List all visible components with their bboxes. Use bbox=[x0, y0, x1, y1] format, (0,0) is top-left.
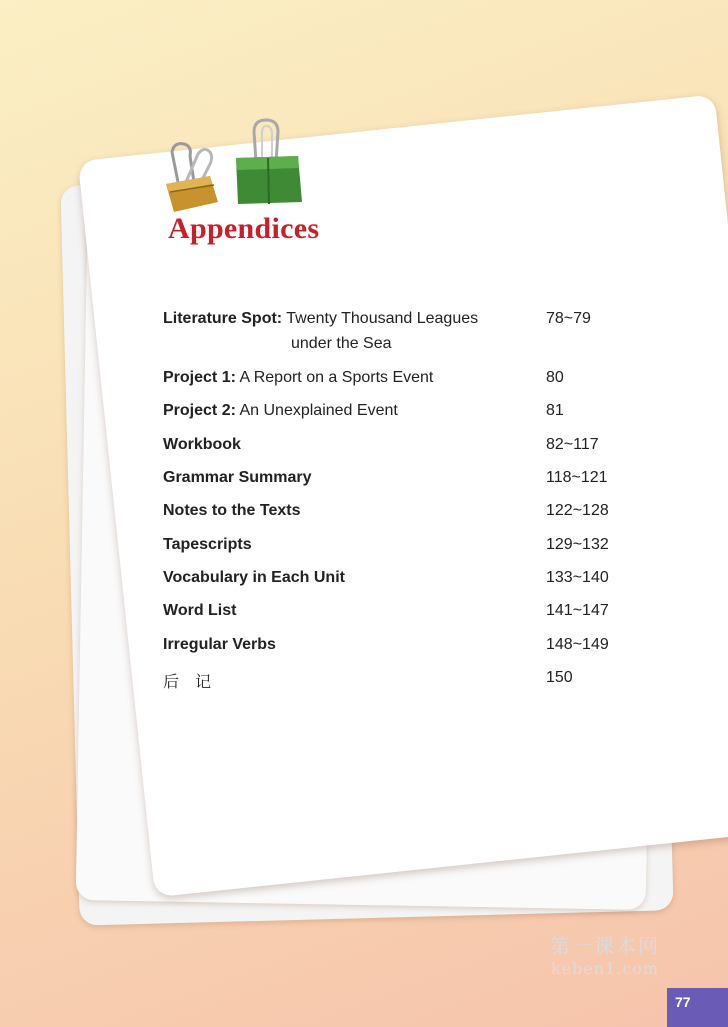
toc-entry-text: Twenty Thousand Leagues bbox=[286, 310, 479, 327]
page-title: Appendices bbox=[168, 212, 320, 245]
toc-entry-pages: 129~132 bbox=[546, 536, 609, 553]
toc-entry-text-continued: under the Sea bbox=[291, 335, 392, 352]
toc-entry-pages: 118~121 bbox=[546, 469, 608, 486]
watermark bbox=[550, 930, 660, 978]
toc-entry-pages: 150 bbox=[546, 669, 573, 686]
toc-entry-pages: 148~149 bbox=[546, 636, 609, 653]
toc-entry-label: Workbook bbox=[163, 436, 241, 453]
toc-entry-pages: 133~140 bbox=[546, 569, 609, 586]
toc-entry-label: Grammar Summary bbox=[163, 469, 312, 486]
toc-entry-pages: 81 bbox=[546, 402, 564, 419]
toc-entry-label: Word List bbox=[163, 602, 237, 619]
toc-entry-pages: 122~128 bbox=[546, 502, 609, 519]
watermark-line-1: 第一课本网 bbox=[550, 934, 660, 958]
toc-entry-text: An Unexplained Event bbox=[239, 402, 398, 419]
toc-entry-label: Project 2: bbox=[163, 402, 236, 419]
toc-entry-label: Vocabulary in Each Unit bbox=[163, 569, 345, 586]
toc-entry-label: Notes to the Texts bbox=[163, 502, 301, 519]
toc-entry-label: Tapescripts bbox=[163, 536, 252, 553]
toc-entry-label: Literature Spot: bbox=[163, 310, 283, 327]
watermark-line-2: keben1.com bbox=[550, 959, 660, 978]
gold-binder-clip-icon bbox=[160, 140, 224, 215]
page-number: 77 bbox=[667, 988, 728, 1027]
toc-entry-pages: 141~147 bbox=[546, 602, 609, 619]
toc-entry-text: A Report on a Sports Event bbox=[239, 369, 434, 386]
toc-entry-pages: 78~79 bbox=[546, 310, 591, 327]
toc-entry-pages: 80 bbox=[546, 369, 564, 386]
toc-entry-label: Irregular Verbs bbox=[163, 636, 276, 653]
green-binder-clip-icon bbox=[232, 118, 306, 206]
toc-entry-pages: 82~117 bbox=[546, 436, 599, 453]
toc-entry-label: 后 记 bbox=[163, 674, 212, 691]
toc-entry-label: Project 1: bbox=[163, 369, 236, 386]
